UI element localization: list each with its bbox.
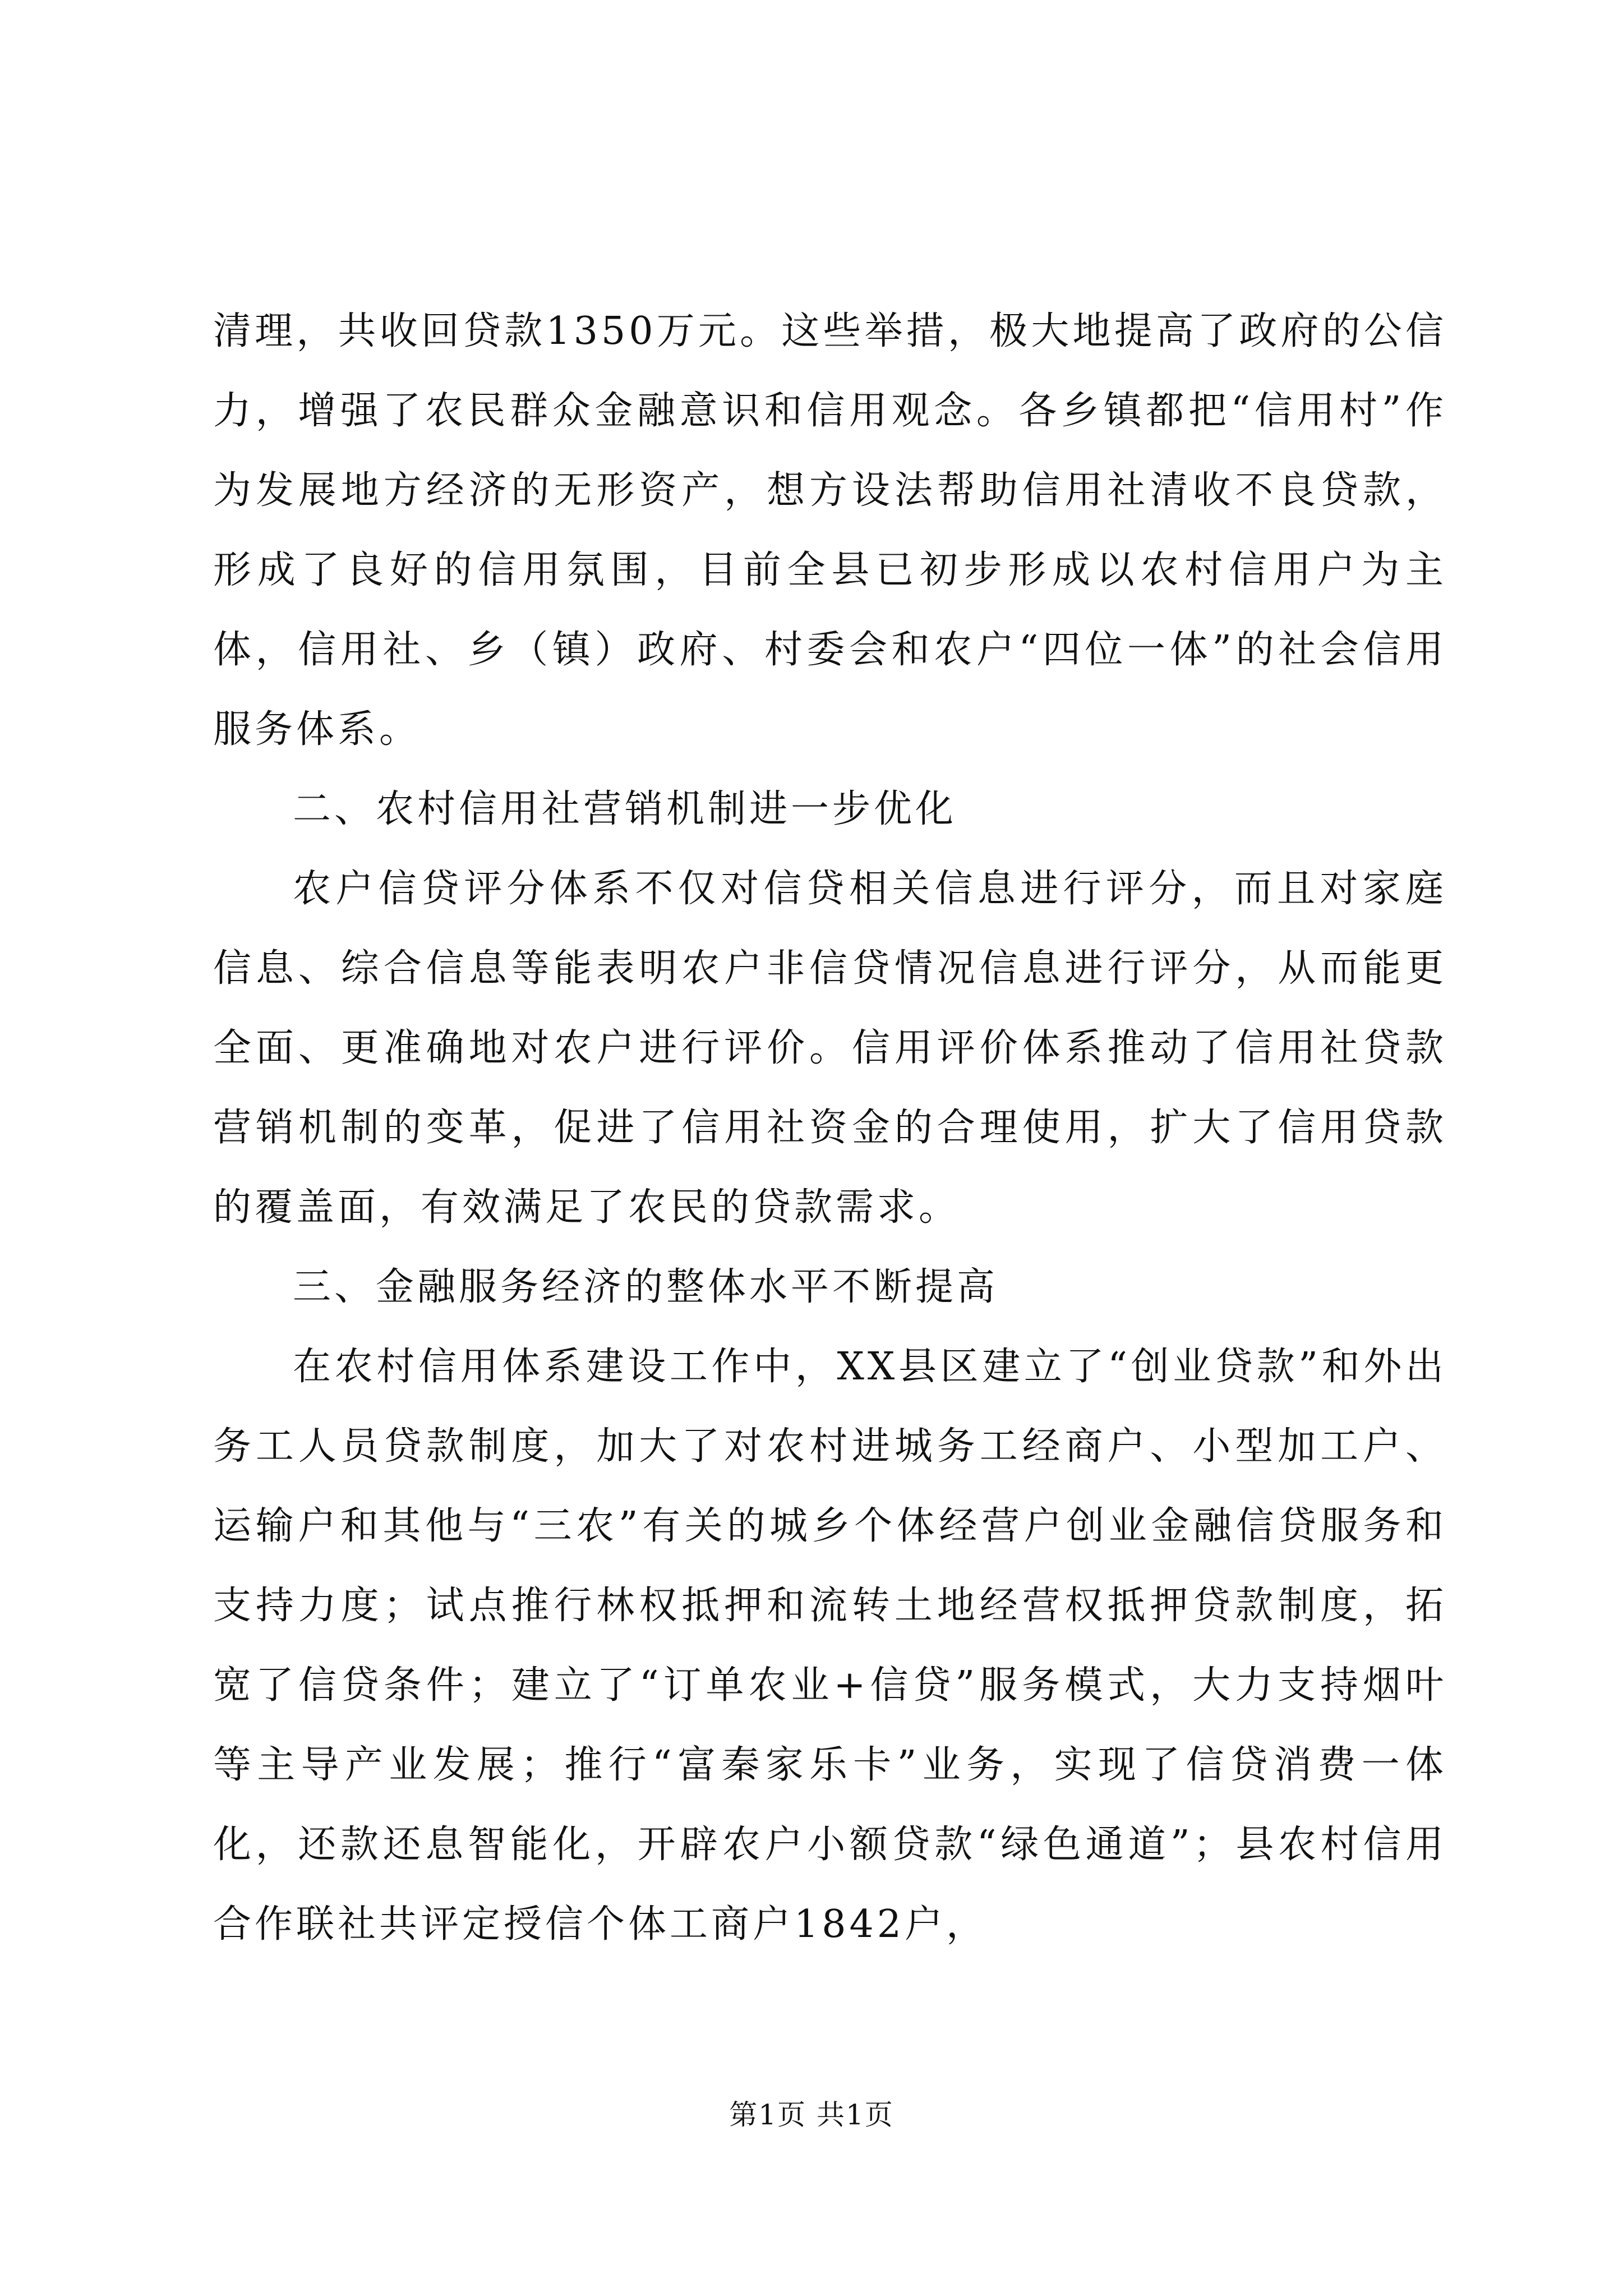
document-body	[213, 292, 1447, 1964]
paragraph-credit-scoring: 农户信贷评分体系不仅对信贷相关信息进行评分，而且对家庭信息、综合信息等能表明农户非信贷情况信息进行评分，从而能更全面、更准确地对农户进行评价。信用评价体系推动了信用社贷款营销机制的变革，促进了信用社资金的合理使用，扩大了信用贷款的覆盖面，有效满足了农民的贷款需求。	[213, 867, 1447, 1230]
section-heading-marketing-mechanism: 二、农村信用社营销机制进一步优化	[293, 787, 957, 831]
paragraph-credit-system-summary: 清理，共收回贷款1350万元。这些举措，极大地提高了政府的公信力，增强了农民群众金融意识和信用观念。各乡镇都把“信用村”作为发展地方经济的无形资产，想方设法帮助信用社清收不良贷款，形成了良好的信用氛围，目前全县已初步形成以农村信用户为主体，信用社、乡（镇）政府、村委会和农户“四位一体”的社会信用服务体系。	[213, 309, 1447, 752]
section-heading-financial-service-level: 三、金融服务经济的整体水平不断提高	[293, 1265, 999, 1309]
page-footer: 第1页 共1页	[729, 2099, 894, 2131]
paragraph-loan-programs: 在农村信用体系建设工作中，XX县区建立了“创业贷款”和外出务工人员贷款制度，加大了对农村进城务工经商户、小型加工户、运输户和其他与“三农”有关的城乡个体经营户创业金融信贷服务和支持力度；试点推行林权抵押和流转土地经营权抵押贷款制度，拓宽了信贷条件；建立了“订单农业+信贷”服务模式，大力支持烟叶等主导产业发展；推行“富秦家乐卡”业务，实现了信贷消费一体化，还款还息智能化，开辟农户小额贷款“绿色通道”；县农村信用合作联社共评定授信个体工商户1842户，	[213, 1345, 1447, 1947]
